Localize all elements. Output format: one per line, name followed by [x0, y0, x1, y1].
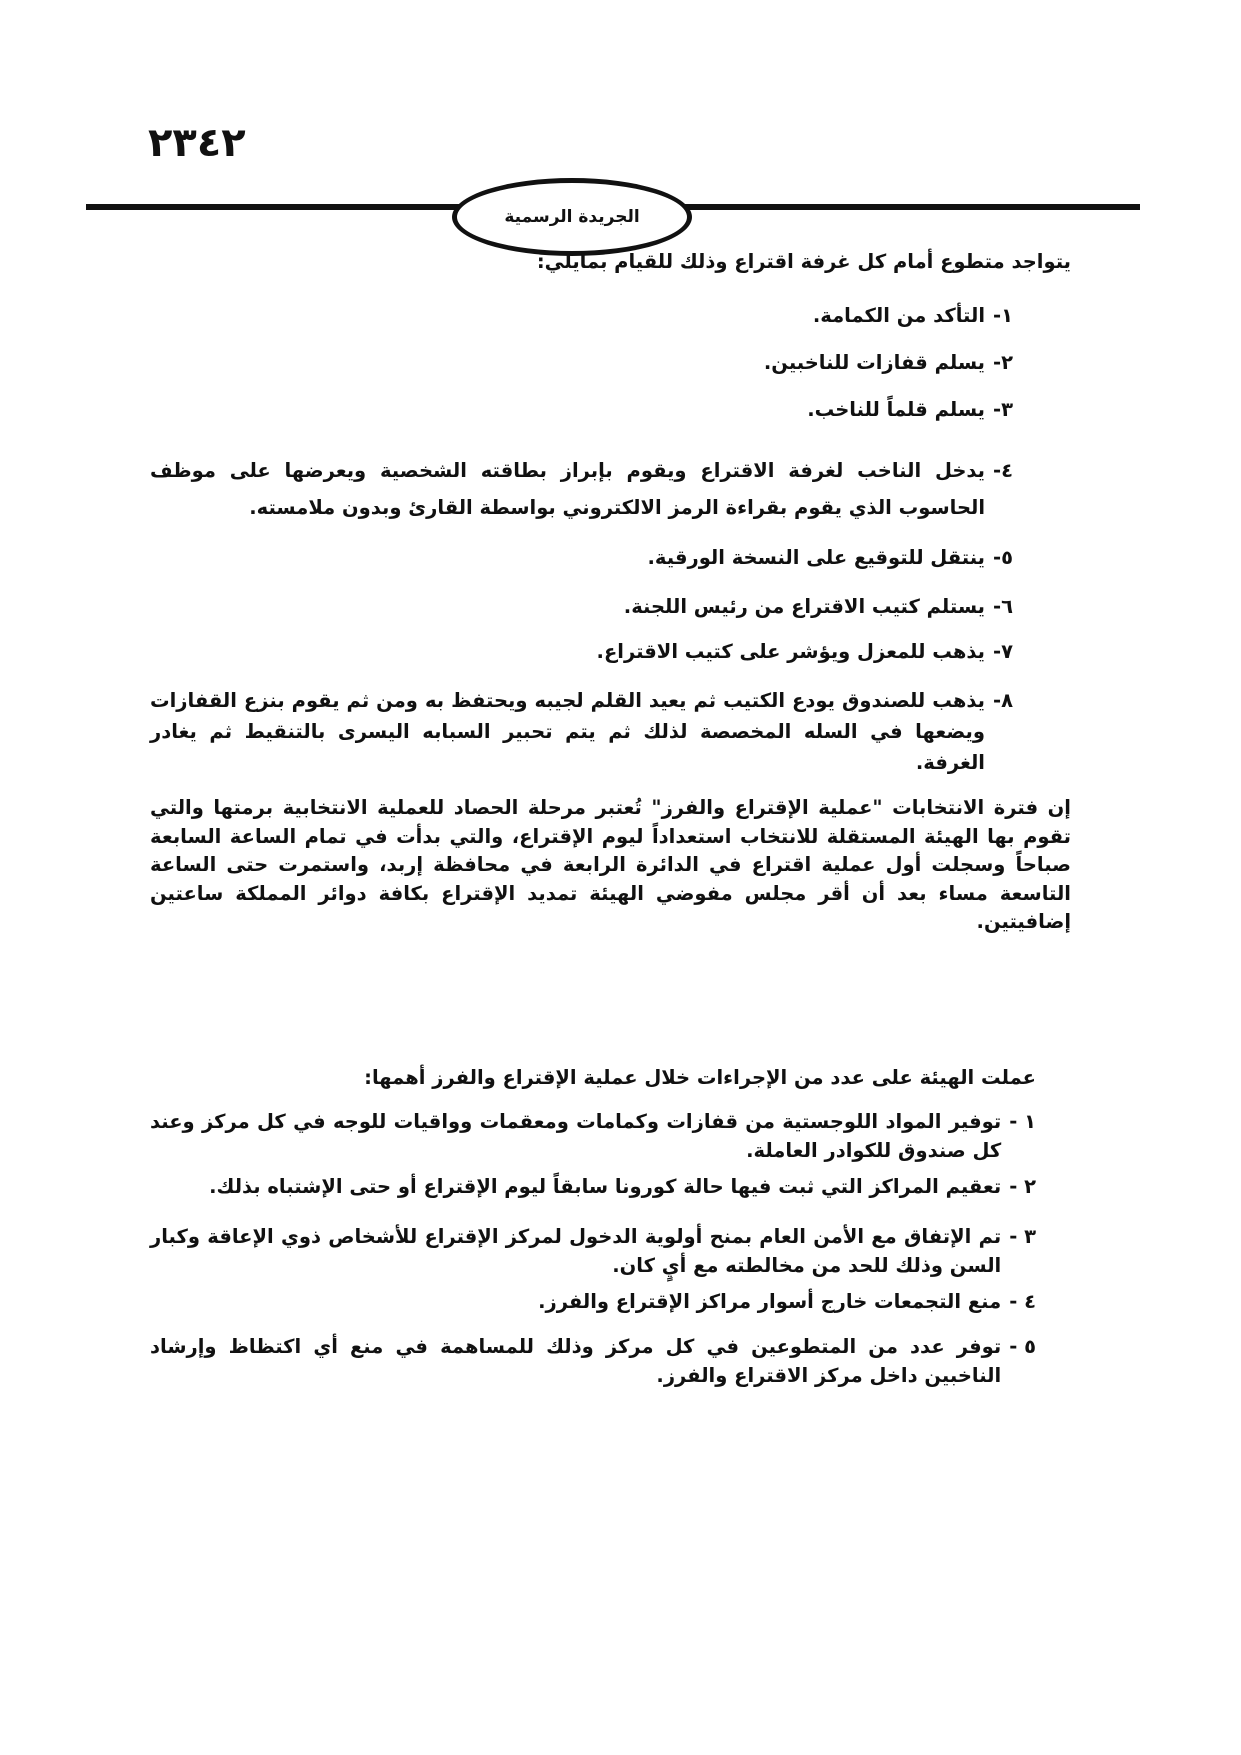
- list-item: [150, 452, 1013, 526]
- item-text: يذهب للصندوق يودع الكتيب ثم يعيد القلم لجيبه ويحتفظ به ومن ثم يقوم بنزع القفازات ويضعها في السله المخصصة لذلك ثم يتم تحبير السبابه اليسرى بالتنقيط ثم يغادر الغرفة.: [150, 689, 985, 774]
- list-item: [150, 685, 1013, 778]
- item-text: تعقيم المراكز التي ثبت فيها حالة كورونا سابقاً ليوم الإقتراع أو حتى الإشتباه بذلك.: [209, 1175, 1002, 1198]
- item-text: توفير المواد اللوجستية من قفازات وكمامات ومعقمات وواقيات للوجه في كل مركز وعند كل صندوق للكوادر العاملة.: [150, 1110, 1002, 1162]
- list-item: [150, 300, 1013, 331]
- item-number: ١ -: [1009, 1110, 1036, 1133]
- item-text: يسلم قلماً للناخب.: [807, 398, 985, 421]
- item-text: يسلم قفازات للناخبين.: [763, 351, 985, 374]
- list-item: [150, 591, 1013, 622]
- list-item: [150, 542, 1013, 573]
- item-text: يدخل الناخب لغرفة الاقتراع ويقوم بإبراز بطاقته الشخصية ويعرضها على موظف الحاسوب الذي يقوم بقراءة الرمز الالكتروني بواسطة القارئ وبدون ملامسته.: [150, 459, 985, 519]
- gazette-title: الجريدة الرسمية: [504, 207, 640, 227]
- item-number: ٣-: [993, 398, 1013, 421]
- item-number: ٧-: [993, 640, 1013, 663]
- list-item: [150, 1107, 1036, 1165]
- item-number: ١-: [993, 304, 1013, 327]
- item-text: التأكد من الكمامة.: [812, 304, 985, 327]
- body-paragraph: إن فترة الانتخابات "عملية الإقتراع والفرز" تُعتبر مرحلة الحصاد للعملية الانتخابية برمتها والتي تقوم بها الهيئة المستقلة للانتخاب استعداداً ليوم الإقتراع، والتي بدأت في تمام الساعة السابعة صباحاً وسجلت أول عملية اقتراع في الدائرة الرابعة في محافظة إربد، واستمرت حتى الساعة التاسعة مساء بعد أن أقر مجلس مفوضي الهيئة تمديد الإقتراع بكافة دوائر المملكة ساعتين إضافيتين.: [150, 796, 1071, 933]
- list-item: [150, 1222, 1036, 1280]
- page-number: ٢٣٤٢: [148, 120, 246, 166]
- item-number: ٢ -: [1009, 1175, 1036, 1198]
- item-number: ٣ -: [1009, 1225, 1036, 1248]
- item-number: ٨-: [993, 689, 1013, 712]
- item-text: تم الإتفاق مع الأمن العام بمنح أولوية الدخول لمركز الإقتراع للأشخاص ذوي الإعاقة وكبار السن وذلك للحد من مخالطته مع أيٍ كان.: [150, 1225, 1002, 1277]
- item-text: ينتقل للتوقيع على النسخة الورقية.: [647, 546, 985, 569]
- list-item: [150, 1332, 1036, 1390]
- list-item: [150, 636, 1013, 667]
- item-number: ٥ -: [1009, 1335, 1036, 1358]
- list-item: [150, 394, 1013, 425]
- section2-intro: عملت الهيئة على عدد من الإجراءات خلال عملية الإقتراع والفرز أهمها:: [364, 1066, 1036, 1089]
- gazette-title-oval: [452, 178, 692, 256]
- item-number: ٥-: [993, 546, 1013, 569]
- item-text: منع التجمعات خارج أسوار مراكز الإقتراع والفرز.: [538, 1290, 1002, 1313]
- item-text: يستلم كتيب الاقتراع من رئيس اللجنة.: [623, 595, 985, 618]
- list-item: [150, 1286, 1036, 1317]
- section1-intro: يتواجد متطوع أمام كل غرفة اقتراع وذلك للقيام بمايلي:: [536, 250, 1071, 273]
- list-item: [150, 347, 1013, 378]
- item-number: ٤-: [993, 459, 1013, 482]
- item-number: ٤ -: [1009, 1290, 1036, 1313]
- item-number: ٦-: [993, 595, 1013, 618]
- item-number: ٢-: [993, 351, 1013, 374]
- item-text: توفر عدد من المتطوعين في كل مركز وذلك للمساهمة في منع أي اكتظاظ وإرشاد الناخبين داخل مركز الاقتراع والفرز.: [150, 1335, 1002, 1387]
- item-text: يذهب للمعزل ويؤشر على كتيب الاقتراع.: [596, 640, 985, 663]
- list-item: [150, 1171, 1036, 1202]
